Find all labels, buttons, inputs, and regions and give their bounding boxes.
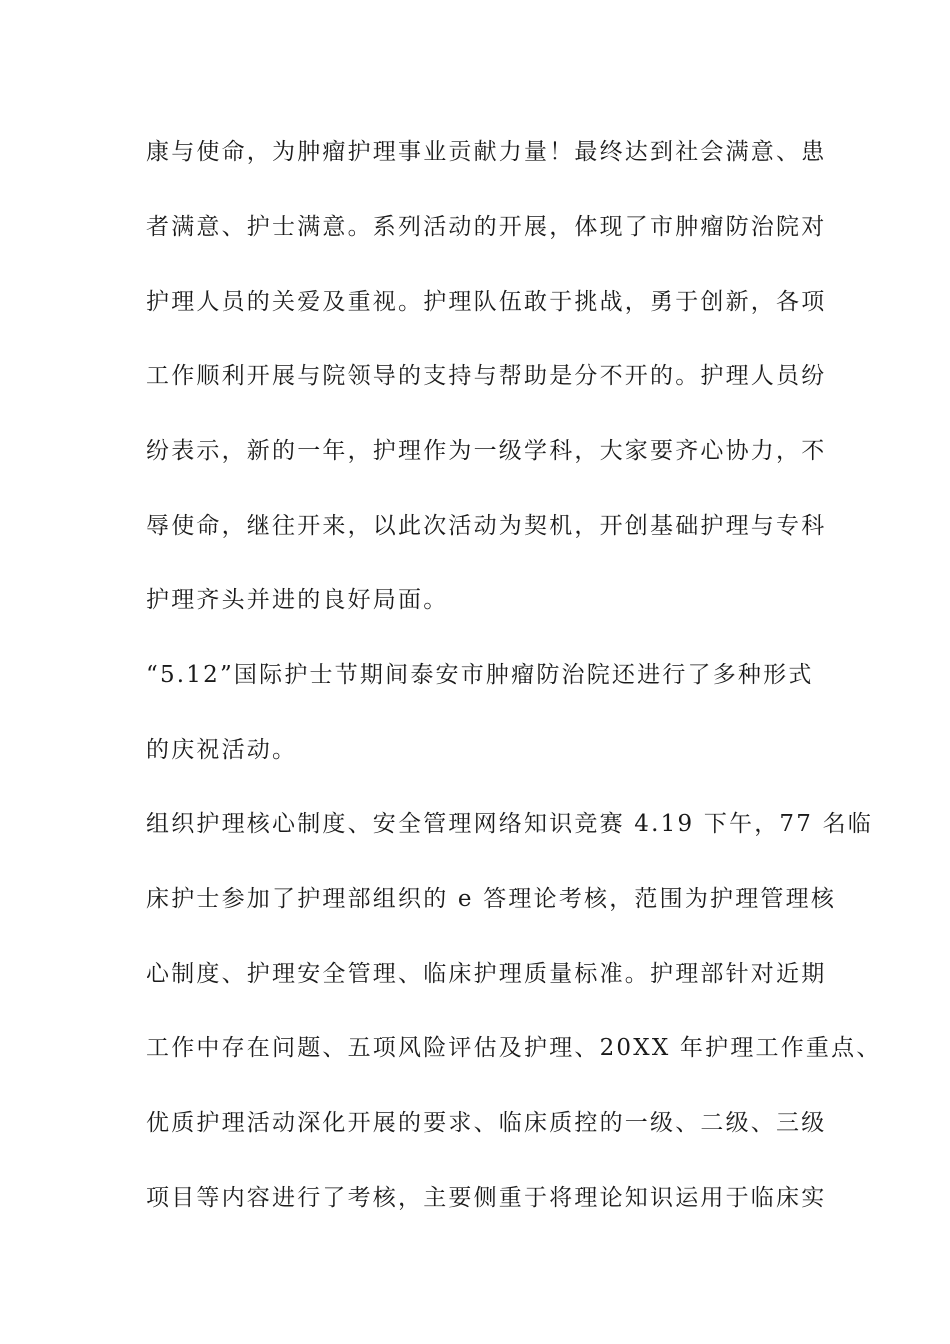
text-line: 工作中存在问题、五项风险评估及护理、20XX 年护理工作重点、 (146, 1035, 882, 1061)
text-line: 护理人员的关爱及重视。护理队伍敢于挑战，勇于创新，各项 (146, 289, 827, 315)
text-line: 护理齐头并进的良好局面。 (146, 587, 449, 613)
text-line: “5.12”国际护士节期间泰安市肿瘤防治院还进行了多种形式 (146, 662, 814, 688)
text-line: 心制度、护理安全管理、临床护理质量标准。护理部针对近期 (146, 961, 827, 987)
text-line: 康与使命，为肿瘤护理事业贡献力量！最终达到社会满意、患 (146, 139, 827, 165)
text-line: 床护士参加了护理部组织的 e 答理论考核，范围为护理管理核 (146, 886, 837, 912)
text-line: 优质护理活动深化开展的要求、临床质控的一级、二级、三级 (146, 1110, 827, 1136)
text-line: 组织护理核心制度、安全管理网络知识竞赛 4.19 下午，77 名临 (146, 811, 874, 837)
text-line: 者满意、护士满意。系列活动的开展，体现了市肿瘤防治院对 (146, 214, 827, 240)
text-line: 工作顺利开展与院领导的支持与帮助是分不开的。护理人员纷 (146, 363, 827, 389)
text-line: 辱使命，继往开来，以此次活动为契机，开创基础护理与专科 (146, 513, 827, 539)
text-line: 纷表示，新的一年，护理作为一级学科，大家要齐心协力，不 (146, 438, 827, 464)
text-line: 的庆祝活动。 (146, 737, 298, 763)
text-line: 项目等内容进行了考核，主要侧重于将理论知识运用于临床实 (146, 1185, 827, 1211)
